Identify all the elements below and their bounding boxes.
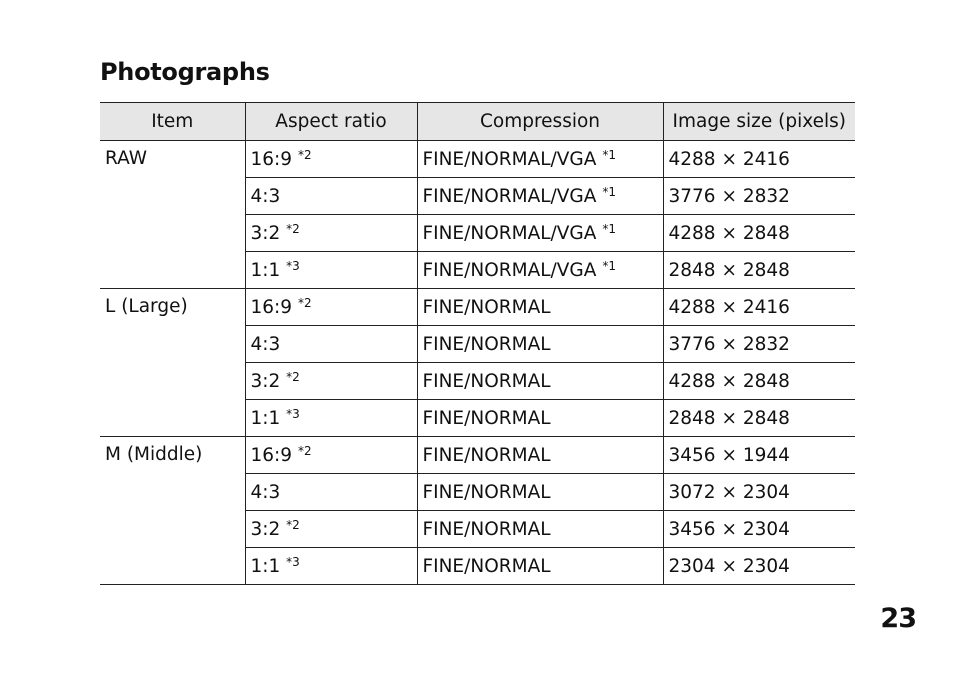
aspect-ratio-value: 16:9: [250, 444, 293, 466]
aspect-ratio-cell: [245, 474, 417, 511]
aspect-ratio-value: 1:1: [250, 407, 281, 429]
compression-cell: [417, 326, 663, 363]
aspect-ratio-value: 3:2: [250, 222, 281, 244]
image-size-cell: 2848 × 2848: [663, 400, 855, 437]
image-size-cell: 3776 × 2832: [663, 178, 855, 215]
aspect-ratio-cell: [245, 289, 417, 326]
aspect-ratio-cell: [245, 215, 417, 252]
compression-cell: [417, 548, 663, 585]
item-cell: M (Middle): [100, 437, 245, 585]
compression-cell: [417, 289, 663, 326]
table-row: [100, 289, 855, 326]
aspect-footnote-ref: *2: [297, 443, 312, 458]
image-size-cell: 4288 × 2416: [663, 141, 855, 178]
table-row: [100, 437, 855, 474]
aspect-ratio-cell: [245, 400, 417, 437]
aspect-ratio-value: 4:3: [250, 185, 281, 207]
image-size-cell: 3456 × 1944: [663, 437, 855, 474]
header-compression: Compression: [417, 103, 663, 141]
compression-footnote-ref: *1: [602, 147, 616, 162]
aspect-footnote-ref: *2: [286, 221, 300, 236]
section-title: Photographs: [100, 58, 270, 86]
image-size-table: [100, 102, 855, 585]
image-size-cell: 3456 × 2304: [663, 511, 855, 548]
aspect-footnote-ref: *3: [286, 406, 300, 421]
aspect-ratio-cell: [245, 141, 417, 178]
compression-value: FINE/NORMAL/VGA: [422, 185, 597, 207]
aspect-ratio-cell: [245, 326, 417, 363]
page-number: 23: [880, 603, 916, 634]
aspect-ratio-cell: [245, 178, 417, 215]
compression-cell: [417, 215, 663, 252]
aspect-ratio-value: 1:1: [250, 259, 281, 281]
aspect-ratio-value: 4:3: [250, 481, 281, 503]
compression-value: FINE/NORMAL: [422, 555, 551, 577]
compression-cell: [417, 437, 663, 474]
compression-value: FINE/NORMAL/VGA: [422, 148, 597, 170]
compression-value: FINE/NORMAL: [422, 518, 551, 540]
aspect-ratio-value: 4:3: [250, 333, 281, 355]
aspect-ratio-value: 16:9: [250, 148, 293, 170]
compression-value: FINE/NORMAL: [422, 333, 551, 355]
compression-value: FINE/NORMAL/VGA: [422, 222, 597, 244]
image-size-cell: 3776 × 2832: [663, 326, 855, 363]
item-cell: L (Large): [100, 289, 245, 437]
compression-cell: [417, 141, 663, 178]
compression-cell: [417, 252, 663, 289]
header-item: Item: [100, 103, 245, 141]
table-header-row: [100, 103, 855, 141]
compression-value: FINE/NORMAL: [422, 370, 551, 392]
aspect-footnote-ref: *2: [297, 147, 312, 162]
image-size-cell: 3072 × 2304: [663, 474, 855, 511]
compression-footnote-ref: *1: [602, 184, 616, 199]
aspect-footnote-ref: *2: [297, 295, 312, 310]
aspect-footnote-ref: *3: [286, 554, 300, 569]
compression-cell: [417, 178, 663, 215]
aspect-footnote-ref: *2: [286, 369, 300, 384]
image-size-cell: 4288 × 2848: [663, 363, 855, 400]
compression-value: FINE/NORMAL: [422, 444, 551, 466]
item-cell: RAW: [100, 141, 245, 289]
header-aspect-ratio: Aspect ratio: [245, 103, 417, 141]
compression-cell: [417, 511, 663, 548]
image-size-cell: 4288 × 2416: [663, 289, 855, 326]
aspect-ratio-cell: [245, 252, 417, 289]
aspect-ratio-value: 16:9: [250, 296, 293, 318]
table-body: [100, 141, 855, 585]
compression-value: FINE/NORMAL/VGA: [422, 259, 597, 281]
compression-cell: [417, 363, 663, 400]
compression-footnote-ref: *1: [602, 258, 616, 273]
compression-value: FINE/NORMAL: [422, 407, 551, 429]
aspect-ratio-value: 3:2: [250, 518, 281, 540]
aspect-ratio-cell: [245, 437, 417, 474]
aspect-ratio-cell: [245, 363, 417, 400]
compression-value: FINE/NORMAL: [422, 296, 551, 318]
image-size-cell: 4288 × 2848: [663, 215, 855, 252]
compression-cell: [417, 474, 663, 511]
image-size-cell: 2848 × 2848: [663, 252, 855, 289]
aspect-ratio-cell: [245, 548, 417, 585]
table-row: [100, 141, 855, 178]
image-size-cell: 2304 × 2304: [663, 548, 855, 585]
aspect-ratio-value: 1:1: [250, 555, 281, 577]
aspect-footnote-ref: *2: [286, 517, 300, 532]
aspect-ratio-cell: [245, 511, 417, 548]
aspect-footnote-ref: *3: [286, 258, 300, 273]
compression-cell: [417, 400, 663, 437]
aspect-ratio-value: 3:2: [250, 370, 281, 392]
header-image-size: Image size (pixels): [663, 103, 855, 141]
compression-value: FINE/NORMAL: [422, 481, 551, 503]
compression-footnote-ref: *1: [602, 221, 616, 236]
